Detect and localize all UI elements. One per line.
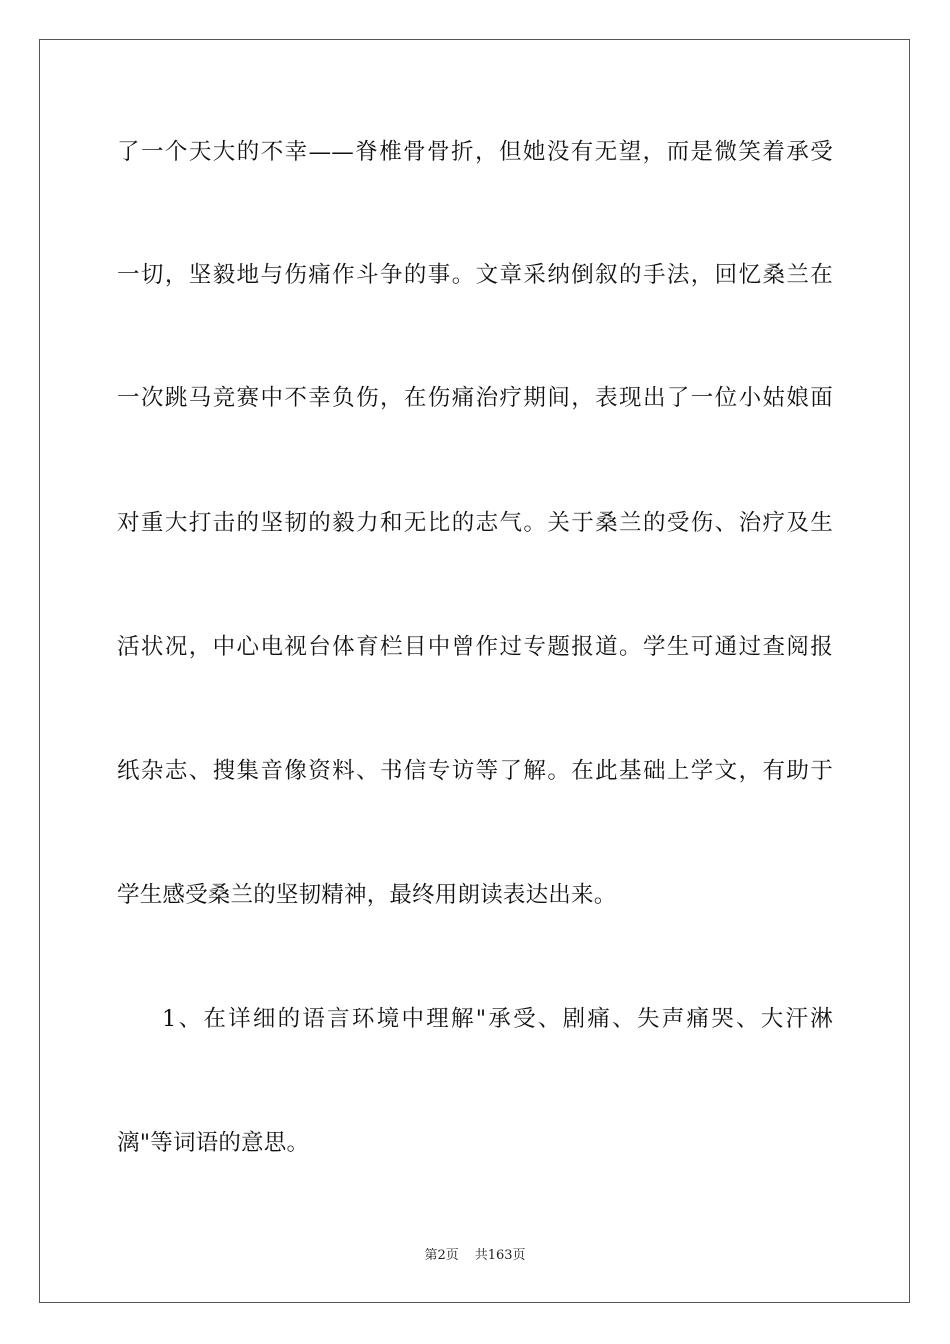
total-pages: 共163页 [474,1248,526,1263]
list-item-line: 漓"等词语的意思。 [117,1130,310,1156]
paragraph-line: 活状况，中心电视台体育栏目中曾作过专题报道。学生可通过查阅报 [117,634,833,660]
paragraph-line: 学生感受桑兰的坚韧精神，最终用朗读表达出来。 [117,882,617,908]
page-footer [0,1247,950,1265]
paragraph-line: 了一个天大的不幸——脊椎骨骨折，但她没有无望，而是微笑着承受 [117,139,833,165]
paragraph-line: 一次跳马竞赛中不幸负伤，在伤痛治疗期间，表现出了一位小姑娘面 [117,385,833,411]
list-item-line: 1、在详细的语言环境中理解"承受、剧痛、失声痛哭、大汗淋 [162,1006,833,1032]
paragraph-line: 对重大打击的坚韧的毅力和无比的志气。关于桑兰的受伤、治疗及生 [117,510,833,536]
page-border [39,39,910,1303]
paragraph-line: 一切，坚毅地与伤痛作斗争的事。文章采纳倒叙的手法，回忆桑兰在 [117,262,833,288]
paragraph-line: 纸杂志、搜集音像资料、书信专访等了解。在此基础上学文，有助于 [117,758,833,784]
page-number: 第2页 [424,1248,459,1263]
